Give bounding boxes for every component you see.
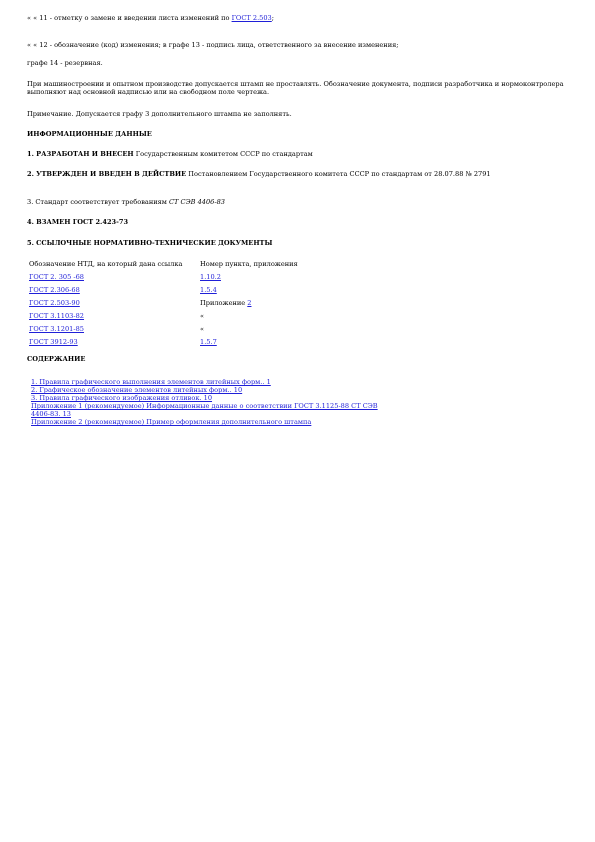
reference-table xyxy=(29,257,360,348)
table-of-contents xyxy=(31,378,378,426)
table-doc-link[interactable]: ГОСТ 3.1201-85 xyxy=(29,324,85,333)
info-heading: ИНФОРМАЦИОННЫЕ ДАННЫЕ xyxy=(27,130,152,138)
table-ref-link[interactable]: 1.10.2 xyxy=(200,272,221,281)
info-item-3-standard: СТ СЭВ 4406-83 xyxy=(169,198,225,206)
table-header-doc: Обозначение НТД, на который дана ссылка xyxy=(29,259,183,268)
note-paragraph: Примечание. Допускается графу 3 дополнительного штампа не заполнять. xyxy=(27,110,292,118)
info-item-2 xyxy=(27,170,567,178)
toc-link[interactable]: 3. Правила графического изображения отливок. 10 xyxy=(31,394,213,402)
table-row xyxy=(29,296,360,309)
table-doc-link[interactable]: ГОСТ 3.1103-82 xyxy=(29,311,85,320)
table-header-ref: Номер пункта, приложения xyxy=(200,259,298,268)
toc-link[interactable]: 1. Правила графического выполнения элементов литейных форм.. 1 xyxy=(31,378,271,386)
info-item-1-bold: 1. РАЗРАБОТАН И ВНЕСЕН xyxy=(27,150,134,158)
info-item-2-text: Постановлением Государственного комитета СССР по стандартам от 28.07.88 № 2791 xyxy=(186,170,491,178)
table-ref-link[interactable]: 1.5.4 xyxy=(200,285,217,294)
table-row xyxy=(29,270,360,283)
info-item-2-bold: 2. УТВЕРЖДЕН И ВВЕДЕН В ДЕЙСТВИЕ xyxy=(27,170,187,178)
contents-heading: СОДЕРЖАНИЕ xyxy=(27,355,86,363)
table-header-row xyxy=(29,257,360,270)
toc-link[interactable]: 4406-83. 13 xyxy=(31,410,71,418)
info-item-3 xyxy=(27,198,572,206)
paragraph-11-tail: ; xyxy=(271,14,274,22)
table-row xyxy=(29,283,360,296)
info-item-1-text: Государственным комитетом СССР по стандартам xyxy=(133,150,313,158)
paragraph-11 xyxy=(27,14,572,22)
paragraph-12: « « 12 - обозначение (код) изменения; в графе 13 - подпись лица, ответственного за внесение изменения; xyxy=(27,41,399,49)
table-doc-link[interactable]: ГОСТ 2.503-90 xyxy=(29,298,80,307)
appendix-label: Приложение xyxy=(200,298,248,307)
toc-link[interactable]: Приложение 2 (рекомендуемое) Пример оформления дополнительного штампа xyxy=(31,418,312,426)
info-item-1 xyxy=(27,150,572,158)
toc-link[interactable]: Приложение 1 (рекомендуемое) Информационные данные о соответствии ГОСТ 3.1125-88 СТ СЭВ xyxy=(31,402,378,410)
appendix-number-link[interactable]: 2 xyxy=(247,298,252,307)
table-row xyxy=(29,322,360,335)
table-doc-link[interactable]: ГОСТ 3912-93 xyxy=(29,337,78,346)
table-ref-text: « xyxy=(200,311,205,320)
table-ref-text: « xyxy=(200,324,205,333)
info-item-4: 4. ВЗАМЕН ГОСТ 2.423-73 xyxy=(27,218,129,226)
table-doc-link[interactable]: ГОСТ 2. 305 -68 xyxy=(29,272,84,281)
table-ref-link[interactable]: 1.5.7 xyxy=(200,337,217,346)
table-row xyxy=(29,309,360,322)
table-ref-cell xyxy=(200,296,360,309)
info-item-5: 5. ССЫЛОЧНЫЕ НОРМАТИВНО-ТЕХНИЧЕСКИЕ ДОКУМЕНТЫ xyxy=(27,239,273,247)
paragraph-machinery: При машиностроении и опытном производстве допускается штамп не проставлять. Обозначение документа, подписи разработчика и нормоконтролера выполняют над основной надписью или на свободном поле чертежа. xyxy=(27,80,564,96)
info-item-3-prefix: 3. Стандарт соответствует требованиям xyxy=(27,198,170,206)
table-ref-appendix[interactable] xyxy=(200,299,251,307)
toc-link[interactable]: 2. Графическое обозначение элементов литейных форм.. 10 xyxy=(31,386,243,394)
paragraph-11-text: « « 11 - отметку о замене и введении листа изменений по xyxy=(27,14,232,22)
paragraph-14: графе 14 - резервная. xyxy=(27,59,103,67)
table-row xyxy=(29,335,360,348)
link-gost-2-503[interactable]: ГОСТ 2.503 xyxy=(231,14,272,22)
table-doc-link[interactable]: ГОСТ 2.306-68 xyxy=(29,285,80,294)
